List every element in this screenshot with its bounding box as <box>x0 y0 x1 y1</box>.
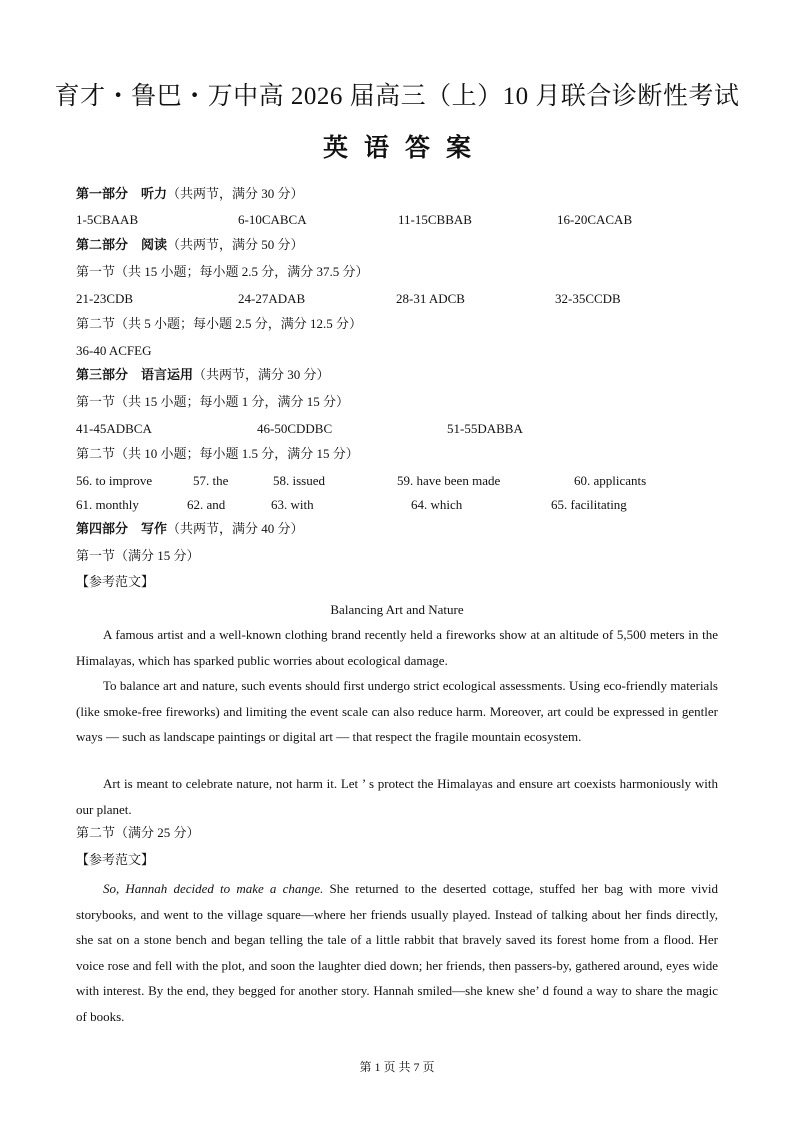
cloze-answer-59: 59. have been made <box>397 473 501 488</box>
cloze-answer-58: 58. issued <box>273 473 325 488</box>
reading-section2-heading: 第二节（共 5 小题；每小题 2.5 分，满分 12.5 分） <box>76 316 363 331</box>
writing-section2-heading: 第二节（满分 25 分） <box>76 825 200 840</box>
part1-heading <box>76 185 304 204</box>
part3-note: （共两节，满分 30 分） <box>193 367 330 382</box>
page-footer: 第 1 页 共 7 页 <box>359 1060 435 1074</box>
language-section2-heading: 第二节（共 10 小题；每小题 1.5 分，满分 15 分） <box>76 446 359 461</box>
part3-label: 第三部分 语言运用 <box>76 368 194 383</box>
listening-answer-4: 16-20CACAB <box>557 212 633 227</box>
part2-note: （共两节，满分 50 分） <box>167 237 304 252</box>
essay2-paragraph <box>76 876 718 1029</box>
essay1-paragraph-2: To balance art and nature, such events should first undergo strict ecological assessments. Using eco-friendly materials (like smoke-free fireworks) and limiting the event scale can also reduce harm. Moreover, art could be expressed in gentler ways — such as landscape paintings or digital art — that respect the fragile mountain ecosystem. <box>76 678 718 744</box>
part2-heading <box>76 236 304 255</box>
reading-answer-4: 32-35CCDB <box>555 291 621 306</box>
part3-heading <box>76 366 330 385</box>
cloze-answer-60: 60. applicants <box>574 473 647 488</box>
part4-note: （共两节，满分 40 分） <box>167 521 304 536</box>
essay1-paragraph-1: A famous artist and a well-known clothing brand recently held a fireworks show at an altitude of 5,500 meters in the Himalayas, which has sparked public worries about ecological damage. <box>76 627 718 668</box>
reading-answer-1: 21-23CDB <box>76 291 134 306</box>
cloze-answer-65: 65. facilitating <box>551 497 627 512</box>
cloze-answer-64: 64. which <box>411 497 463 512</box>
listening-answer-1: 1-5CBAAB <box>76 212 139 227</box>
essay1-paragraph-3: Art is meant to celebrate nature, not harm it. Let ’ s protect the Himalayas and ensure art coexists harmoniously with our planet. <box>76 776 718 817</box>
cloze-answer-57: 57. the <box>193 473 229 488</box>
reading-section2-answer: 36-40 ACFEG <box>76 343 152 358</box>
part4-heading <box>76 520 304 539</box>
essay2-lead-sentence: So, Hannah decided to make a change. <box>103 881 324 896</box>
cloze-answer-61: 61. monthly <box>76 497 139 512</box>
reading-answer-2: 24-27ADAB <box>238 291 306 306</box>
sample-essay-label-2: 【参考范文】 <box>76 852 155 867</box>
cloze-answer-56: 56. to improve <box>76 473 153 488</box>
part2-label: 第二部分 阅读 <box>76 238 168 253</box>
listening-answer-2: 6-10CABCA <box>238 212 307 227</box>
cloze-answer-63: 63. with <box>271 497 314 512</box>
language-answer-2: 46-50CDDBC <box>257 421 333 436</box>
language-section1-heading: 第一节（共 15 小题；每小题 1 分，满分 15 分） <box>76 394 350 409</box>
sample-essay-label: 【参考范文】 <box>76 574 155 589</box>
writing-section1-heading: 第一节（满分 15 分） <box>76 548 200 563</box>
reading-answer-3: 28-31 ADCB <box>396 291 465 306</box>
cloze-answer-62: 62. and <box>187 497 226 512</box>
reading-section1-heading: 第一节（共 15 小题；每小题 2.5 分，满分 37.5 分） <box>76 264 369 279</box>
language-answer-3: 51-55DABBA <box>447 421 523 436</box>
language-answer-1: 41-45ADBCA <box>76 421 152 436</box>
essay2-body: She returned to the deserted cottage, stuffed her bag with more vivid storybooks, and went to the village square—where her friends usually played. Instead of talking about her finds directly, she sat on a stone bench and began telling the tale of a little rabbit that bravely saved its forest home from a flood. Her voice rose and fell with the plot, and soon the laughter died down; her friends, then passers-by, gathered around, eyes wide with interest. By the end, they begged for another story. Hannah smiled—she knew she’ d found a way to share the magic of books. <box>76 881 719 1024</box>
listening-answer-3: 11-15CBBAB <box>398 212 472 227</box>
page-subtitle: 英语答案 <box>322 135 487 162</box>
part1-note: （共两节，满分 30 分） <box>167 186 304 201</box>
essay-title: Balancing Art and Nature <box>330 602 464 617</box>
page-title: 育才・鲁巴・万中高 2026 届高三（上）10 月联合诊断性考试 <box>54 83 740 110</box>
part1-label: 第一部分 听力 <box>76 187 168 202</box>
part4-label: 第四部分 写作 <box>76 522 168 537</box>
